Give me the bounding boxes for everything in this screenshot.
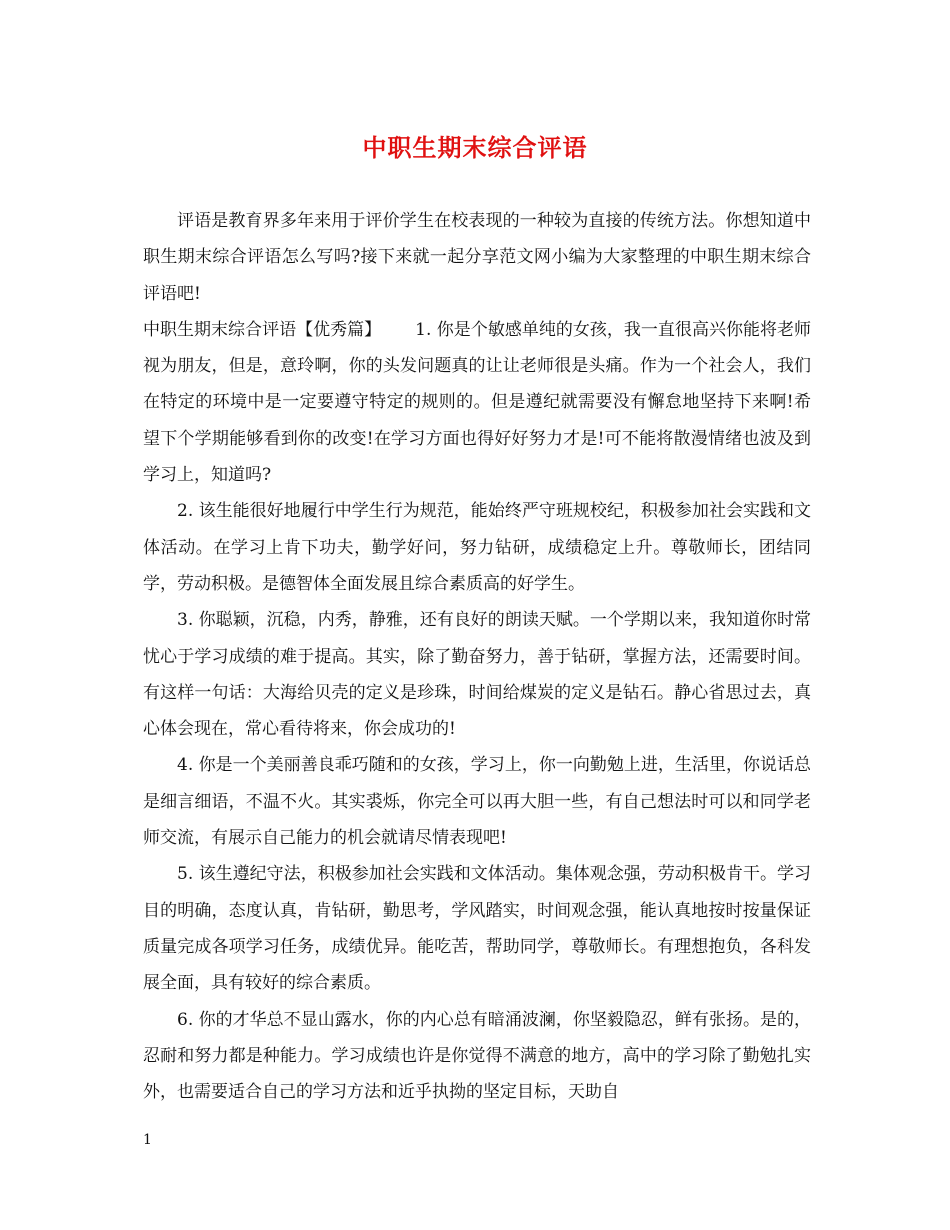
comment-item-4: 4. 你是一个美丽善良乖巧随和的女孩，学习上，你一向勤勉上进，生活里，你说话总是细言细语，不温不火。其实裘烁，你完全可以再大胆一些，有自己想法时可以和同学老师交流，有展示自己能力的机会就请尽情表现吧! xyxy=(143,755,811,849)
intro-paragraph: 评语是教育界多年来用于评价学生在校表现的一种较为直接的传统方法。你想知道中职生期末综合评语怎么写吗?接下来就一起分享范文网小编为大家整理的中职生期末综合评语吧! xyxy=(143,211,811,304)
document-title: 中职生期末综合评语 xyxy=(362,133,588,162)
comment-item-5: 5. 该生遵纪守法，积极参加社会实践和文体活动。集体观念强，劳动积极肯干。学习目的明确，态度认真，肯钻研，勤思考，学风踏实，时间观念强，能认真地按时按量保证质量完成各项学习任务，成绩优异。能吃苦，帮助同学，尊敬师长。有理想抱负，各科发展全面，具有较好的综合素质。 xyxy=(143,864,811,994)
comment-item-6: 6. 你的才华总不显山露水，你的内心总有暗涌波澜，你坚毅隐忍，鲜有张扬。是的，忍耐和努力都是种能力。学习成绩也许是你觉得不满意的地方，高中的学习除了勤勉扎实外，也需要适合自己的学习方法和近乎执拗的坚定目标，天助自 xyxy=(143,1009,811,1103)
comment-item-3: 3. 你聪颖，沉稳，内秀，静雅，还有良好的朗读天赋。一个学期以来，我知道你时常忧心于学习成绩的难于提高。其实，除了勤奋努力，善于钻研，掌握方法，还需要时间。有这样一句话：大海给贝壳的定义是珍珠，时间给煤炭的定义是钻石。静心省思过去，真心体会现在，常心看待将来，你会成功的! xyxy=(143,610,811,740)
comment-item-1: 1. 你是个敏感单纯的女孩，我一直很高兴你能将老师视为朋友，但是，意玲啊，你的头发问题真的让让老师很是头痛。作为一个社会人，我们在特定的环境中是一定要遵守特定的规则的。但是遵纪就需要没有懈怠地坚持下来啊!希望下个学期能够看到你的改变!在学习方面也得好好努力才是!可不能将散漫情绪也波及到学习上，知道吗? xyxy=(143,319,812,486)
section-heading: 中职生期末综合评语【优秀篇】 xyxy=(143,319,382,340)
section-paragraph-1 xyxy=(143,312,811,493)
comment-item-2: 2. 该生能很好地履行中学生行为规范，能始终严守班规校纪，积极参加社会实践和文体活动。在学习上肯下功夫，勤学好问，努力钻研，成绩稳定上升。尊敬师长，团结同学，劳动积极。是德智体全面发展且综合素质高的好学生。 xyxy=(143,501,811,594)
page-number: 1 xyxy=(143,1132,152,1148)
document-body xyxy=(143,203,811,1110)
